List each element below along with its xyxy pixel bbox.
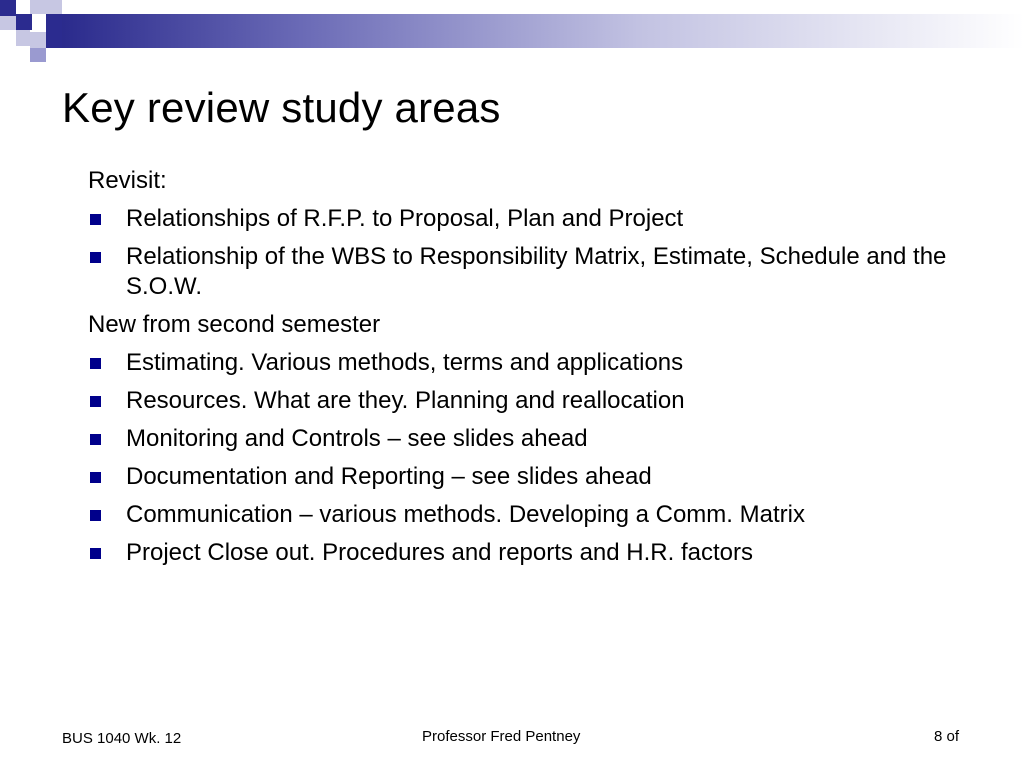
section-label: Revisit: — [88, 167, 167, 194]
footer-course: BUS 1040 Wk. 12 — [62, 730, 182, 747]
header-square — [30, 32, 46, 48]
footer-slide-number: 8 of — [934, 728, 960, 745]
bullet-list — [88, 204, 948, 302]
square-bullet-icon — [90, 358, 101, 369]
square-bullet-icon — [90, 396, 101, 407]
header-square — [0, 16, 16, 30]
header-square — [16, 30, 30, 46]
square-bullet-icon — [90, 434, 101, 445]
bullet-text: Relationship of the WBS to Responsibility Matrix, Estimate, Schedule and the S.O.W. — [126, 243, 947, 300]
section-revisit — [88, 166, 948, 302]
header-square — [30, 48, 46, 62]
list-item — [88, 348, 948, 378]
list-item — [88, 500, 948, 530]
bullet-text: Monitoring and Controls – see slides ahead — [126, 425, 588, 452]
square-bullet-icon — [90, 510, 101, 521]
bullet-text: Resources. What are they. Planning and reallocation — [126, 387, 685, 414]
list-item — [88, 386, 948, 416]
slide-title: Key review study areas — [62, 84, 501, 131]
list-item — [88, 538, 948, 568]
list-item — [88, 204, 948, 234]
bullet-text: Communication – various methods. Developing a Comm. Matrix — [126, 501, 805, 528]
bullet-text: Relationships of R.F.P. to Proposal, Plan and Project — [126, 205, 684, 232]
bullet-text: Project Close out. Procedures and reports and H.R. factors — [126, 539, 753, 566]
bullet-list — [88, 348, 948, 568]
square-bullet-icon — [90, 214, 101, 225]
header-square — [0, 0, 16, 16]
square-bullet-icon — [90, 548, 101, 559]
bullet-text: Documentation and Reporting – see slides ahead — [126, 463, 652, 490]
footer-presenter: Professor Fred Pentney — [422, 728, 581, 745]
header-gradient-band — [60, 14, 1024, 48]
header-square — [16, 14, 32, 30]
section-label: New from second semester — [88, 311, 381, 338]
list-item — [88, 462, 948, 492]
list-item — [88, 424, 948, 454]
header-square — [30, 0, 62, 14]
list-item — [88, 242, 948, 302]
square-bullet-icon — [90, 252, 101, 263]
header-square — [46, 14, 62, 48]
section-new-from-second-semester — [88, 310, 948, 568]
bullet-text: Estimating. Various methods, terms and applications — [126, 349, 684, 376]
slide-content — [88, 166, 948, 576]
square-bullet-icon — [90, 472, 101, 483]
